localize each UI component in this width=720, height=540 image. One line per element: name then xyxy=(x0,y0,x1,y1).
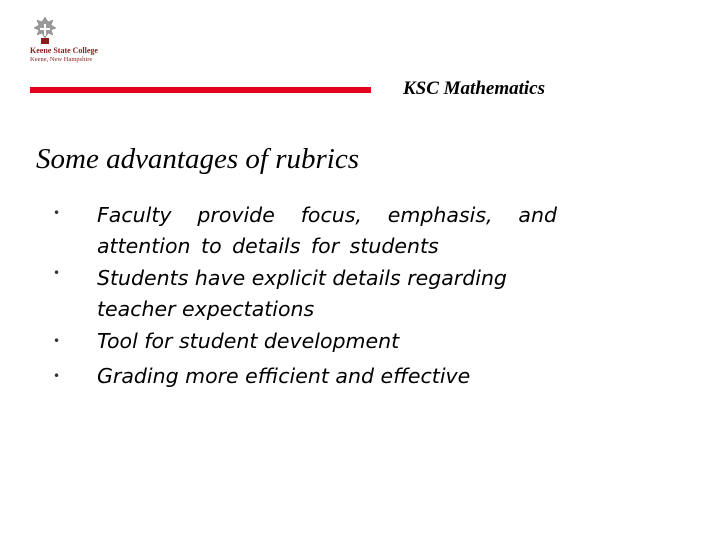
header-title: KSC Mathematics xyxy=(403,78,545,99)
logo-location: Keene, New Hampshire xyxy=(30,56,93,63)
bullet-icon: • xyxy=(53,206,61,220)
header-rule xyxy=(30,87,371,93)
bullet-text: Grading more efficient and effective xyxy=(97,364,471,388)
bullet-icon: • xyxy=(53,266,61,280)
college-seal-icon xyxy=(32,16,58,46)
bullet-icon: • xyxy=(53,334,61,348)
college-logo xyxy=(28,16,118,66)
bullet-text: Faculty provide focus, emphasis, and attention to details for students xyxy=(97,203,557,258)
bullet-icon: • xyxy=(53,369,61,383)
bullet-text: Tool for student development xyxy=(97,329,400,353)
slide-title: Some advantages of rubrics xyxy=(36,143,359,175)
bullet-text: Students have explicit details regarding teacher expectations xyxy=(97,266,507,321)
logo-college-name: Keene State College xyxy=(30,46,98,55)
